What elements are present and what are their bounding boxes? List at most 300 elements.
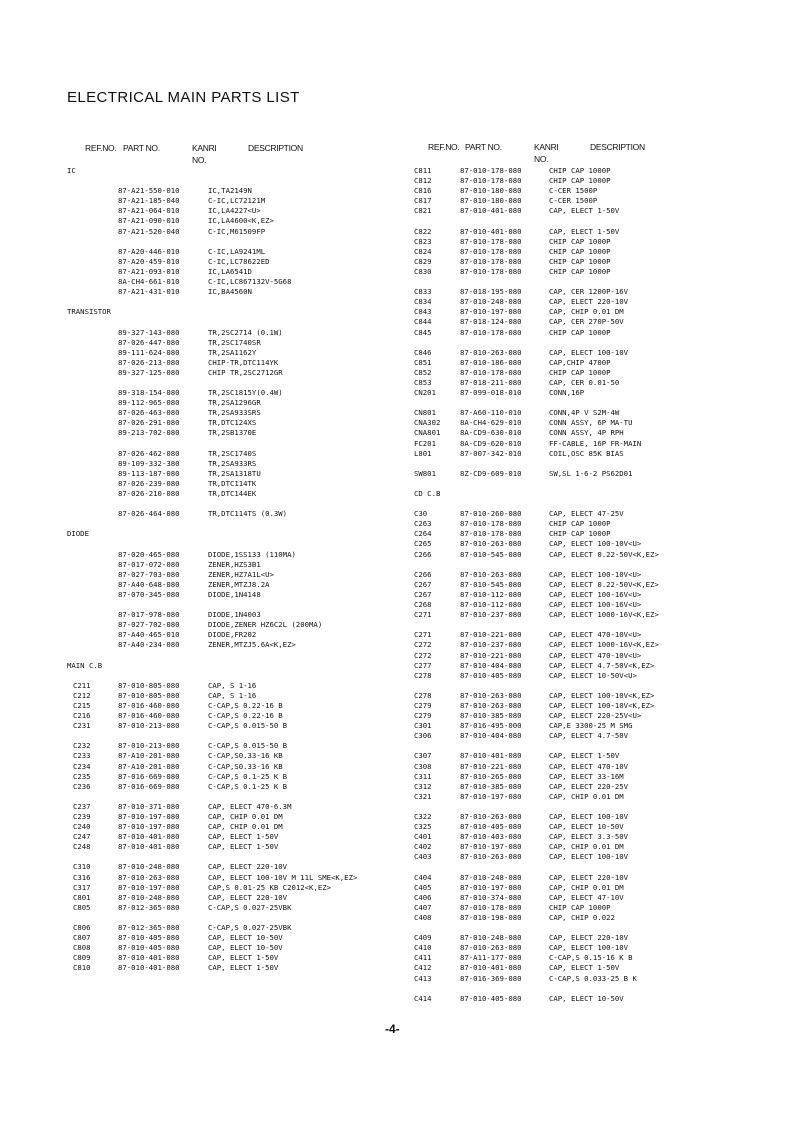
part-row bbox=[67, 550, 447, 560]
description: CAP, ELECT 220-25V bbox=[549, 781, 629, 791]
part-no: 87-010-178-080 bbox=[460, 266, 522, 276]
section-heading: TRANSISTOR bbox=[67, 307, 111, 317]
description: C-CAP,S0.33-16 KB bbox=[208, 751, 283, 761]
part-no: 87-A40-648-080 bbox=[118, 579, 180, 589]
description: CAP, ELECT 100-10V bbox=[549, 943, 629, 953]
part-no: 87-010-263-080 bbox=[460, 943, 522, 953]
part-no: 87-A21-185-040 bbox=[118, 196, 180, 206]
header-ref: REF.NO. bbox=[85, 143, 117, 153]
spacer bbox=[414, 560, 793, 570]
description: IC,LA4600<K,EZ> bbox=[208, 216, 274, 226]
ref-no: C413 bbox=[414, 973, 432, 983]
part-row bbox=[414, 328, 793, 338]
header-desc-right: DESCRIPTION bbox=[590, 142, 645, 152]
ref-no: C311 bbox=[414, 771, 432, 781]
description: IC,LA6541D bbox=[208, 266, 252, 276]
part-no: 87-010-405-080 bbox=[118, 943, 180, 953]
part-row bbox=[414, 358, 793, 368]
part-no: 87-A40-465-010 bbox=[118, 630, 180, 640]
part-no: 87-010-180-080 bbox=[460, 196, 522, 206]
part-no: 87-010-401-080 bbox=[118, 963, 180, 973]
part-row bbox=[67, 428, 447, 438]
ref-no: C271 bbox=[414, 630, 432, 640]
part-no: 87-010-401-080 bbox=[460, 751, 522, 761]
ref-no: C821 bbox=[414, 206, 432, 216]
part-no: 87-010-213-080 bbox=[118, 741, 180, 751]
part-no: 87-010-178-080 bbox=[460, 902, 522, 912]
ref-no: C805 bbox=[73, 902, 91, 912]
part-row bbox=[67, 610, 447, 620]
section-heading: DIODE bbox=[67, 529, 89, 539]
part-no: 87-010-404-080 bbox=[460, 660, 522, 670]
spacer bbox=[414, 459, 793, 469]
spacer bbox=[67, 176, 447, 186]
part-no: 87-010-197-080 bbox=[460, 307, 522, 317]
ref-no: C845 bbox=[414, 327, 432, 337]
part-row bbox=[67, 570, 447, 580]
description: CAP,E 3300-25 M SMG bbox=[549, 721, 633, 731]
description: CHIP CAP 1000P bbox=[549, 166, 611, 175]
part-no: 8A-CD9-620-010 bbox=[460, 438, 522, 448]
part-row bbox=[414, 721, 793, 731]
description: CAP, ELECT 100-16V<U> bbox=[549, 600, 642, 610]
description: CAP, ELECT 100-10V M 11L SME<K,EZ> bbox=[208, 872, 358, 882]
description: CAP, ELECT 220-10V bbox=[549, 297, 629, 307]
part-row bbox=[414, 307, 793, 317]
part-no: 87-010-263-080 bbox=[460, 812, 522, 821]
part-no: 87-010-263-080 bbox=[118, 872, 180, 882]
part-row bbox=[67, 640, 447, 650]
description: CAP, CER 1200P-16V bbox=[549, 287, 629, 297]
spacer bbox=[414, 802, 793, 812]
description: C-IC,LC72121M bbox=[208, 196, 266, 206]
ref-no: C308 bbox=[414, 761, 432, 771]
description: CAP, ELECT 1-50V bbox=[549, 751, 620, 761]
section-heading: IC bbox=[67, 166, 76, 175]
part-row bbox=[414, 701, 793, 711]
part-row bbox=[67, 923, 447, 933]
description: CHIP CAP 1000P bbox=[549, 176, 611, 186]
part-row bbox=[67, 701, 447, 711]
part-row bbox=[67, 459, 447, 469]
ref-no: C824 bbox=[414, 246, 432, 256]
description: CAP, ELECT 4.7-50V bbox=[549, 731, 629, 741]
ref-no: C402 bbox=[414, 842, 432, 852]
description: CAP, ELECT 470-10V bbox=[549, 761, 629, 771]
part-no: 87-010-197-080 bbox=[118, 822, 180, 832]
ref-no: C810 bbox=[73, 963, 91, 973]
part-no: 87-016-495-000 bbox=[460, 721, 522, 731]
part-no: 87-A21-064-010 bbox=[118, 206, 180, 216]
part-row bbox=[414, 651, 793, 661]
ref-no: C405 bbox=[414, 882, 432, 892]
part-no: 87-010-248-080 bbox=[118, 862, 180, 872]
description: C-CAP,S 0.15-16 K B bbox=[549, 953, 633, 963]
header-ref-right: REF.NO. bbox=[428, 142, 460, 152]
part-no: 87-A21-090-010 bbox=[118, 216, 180, 226]
ref-no: C846 bbox=[414, 347, 432, 357]
part-row bbox=[67, 590, 447, 600]
ref-no: C312 bbox=[414, 781, 432, 791]
description: IC,BA4560N bbox=[208, 287, 252, 297]
part-no: 87-018-124-080 bbox=[460, 317, 522, 327]
description: CAP, ELECT 1-50V bbox=[208, 953, 279, 963]
part-no: 87-010-178-080 bbox=[460, 176, 522, 186]
description: CAP, ELECT 100-10V<U> bbox=[549, 539, 642, 549]
part-row bbox=[67, 560, 447, 570]
part-no: 87-026-463-080 bbox=[118, 408, 180, 418]
part-no: 89-113-187-080 bbox=[118, 468, 180, 478]
part-row bbox=[67, 509, 447, 519]
ref-no: C409 bbox=[414, 933, 432, 943]
spacer bbox=[414, 398, 793, 408]
part-row bbox=[67, 398, 447, 408]
description: CAP, ELECT 0.22-50V<K,EZ> bbox=[549, 579, 659, 589]
part-no: 87-010-197-080 bbox=[118, 812, 180, 821]
part-row bbox=[414, 428, 793, 438]
part-row bbox=[414, 751, 793, 761]
part-no: 87-A11-177-080 bbox=[460, 953, 522, 963]
ref-no: C306 bbox=[414, 731, 432, 741]
part-no: 87-A21-431-010 bbox=[118, 287, 180, 297]
spacer bbox=[414, 681, 793, 691]
ref-no: CNA801 bbox=[414, 428, 441, 438]
part-no: 87-A40-234-080 bbox=[118, 640, 180, 650]
part-no: 87-026-239-080 bbox=[118, 478, 180, 488]
spacer bbox=[67, 519, 447, 529]
part-no: 87-010-545-080 bbox=[460, 579, 522, 589]
part-no: 87-010-198-080 bbox=[460, 912, 522, 922]
part-no: 87-010-805-080 bbox=[118, 680, 180, 690]
header-kanri-no: NO. bbox=[192, 155, 207, 165]
description: C-CAP,S0.33-16 KB bbox=[208, 761, 283, 771]
part-row bbox=[414, 731, 793, 741]
part-row bbox=[414, 348, 793, 358]
part-row bbox=[67, 812, 447, 822]
ref-no: C316 bbox=[73, 872, 91, 882]
ref-no: C322 bbox=[414, 812, 432, 821]
part-row bbox=[67, 772, 447, 782]
spacer bbox=[67, 539, 447, 549]
part-row bbox=[67, 348, 447, 358]
description: CAP, S 1-16 bbox=[208, 680, 257, 690]
part-no: 87-007-342-010 bbox=[460, 448, 522, 458]
part-no: 8A-CD9-630-010 bbox=[460, 428, 522, 438]
ref-no: C404 bbox=[414, 872, 432, 882]
part-row bbox=[414, 974, 793, 984]
part-no: 87-010-404-080 bbox=[460, 731, 522, 741]
description: FF-CABLE, 16P FR-MAIN bbox=[549, 438, 642, 448]
description: CAP, CER 0.01-50 bbox=[549, 377, 620, 387]
description: CAP, ELECT 100-10V bbox=[549, 852, 629, 862]
ref-no: C806 bbox=[73, 923, 91, 933]
description: CAP, ELECT 470-10V<U> bbox=[549, 630, 642, 640]
part-no: 87-026-462-080 bbox=[118, 448, 180, 458]
description: CAP, ELECT 100-10V bbox=[549, 812, 629, 821]
spacer bbox=[67, 671, 447, 681]
description: CHIP TR,2SC2712GR bbox=[208, 367, 283, 377]
description: CAP, ELECT 1000-16V<K,EZ> bbox=[549, 610, 659, 620]
description: CAP, ELECT 10-50V<U> bbox=[549, 670, 637, 680]
part-row bbox=[414, 762, 793, 772]
ref-no: C211 bbox=[73, 680, 91, 690]
ref-no: C216 bbox=[73, 711, 91, 721]
part-no: 87-010-405-080 bbox=[460, 822, 522, 832]
part-no: 87-010-263-080 bbox=[460, 539, 522, 549]
description: ZENER,HZS3B1 bbox=[208, 559, 261, 569]
description: CAP, ELECT 3.3-50V bbox=[549, 832, 629, 842]
part-no: 87-017-072-080 bbox=[118, 559, 180, 569]
parts-column-left bbox=[67, 166, 447, 974]
ref-no: C267 bbox=[414, 589, 432, 599]
part-no: 87-010-403-080 bbox=[460, 832, 522, 842]
part-no: 87-010-221-080 bbox=[460, 630, 522, 640]
ref-no: C268 bbox=[414, 600, 432, 610]
part-row bbox=[414, 247, 793, 257]
part-no: 87-026-464-080 bbox=[118, 509, 180, 519]
part-row bbox=[67, 893, 447, 903]
description: CAP, ELECT 470-6.3M bbox=[208, 801, 292, 811]
ref-no: C801 bbox=[73, 892, 91, 902]
part-no: 89-112-965-080 bbox=[118, 398, 180, 408]
description: ZENER,HZ7A1L<U> bbox=[208, 569, 274, 579]
description: CAP, ELECT 220-10V bbox=[549, 933, 629, 943]
part-row bbox=[67, 721, 447, 731]
part-no: 87-010-405-080 bbox=[460, 993, 522, 1003]
part-row bbox=[414, 570, 793, 580]
part-row bbox=[414, 832, 793, 842]
part-row bbox=[67, 368, 447, 378]
part-row bbox=[67, 479, 447, 489]
part-no: 87-010-374-080 bbox=[460, 892, 522, 902]
part-no: 87-010-178-080 bbox=[460, 256, 522, 266]
ref-no: C414 bbox=[414, 993, 432, 1003]
part-no: 87-010-248-080 bbox=[460, 872, 522, 882]
part-no: 87-010-405-080 bbox=[118, 933, 180, 943]
ref-no: C267 bbox=[414, 579, 432, 589]
part-no: 87-012-365-080 bbox=[118, 902, 180, 912]
part-no: 87-070-345-080 bbox=[118, 589, 180, 599]
ref-no: SW801 bbox=[414, 468, 436, 478]
ref-no: C812 bbox=[414, 176, 432, 186]
part-row bbox=[67, 903, 447, 913]
ref-no: C408 bbox=[414, 912, 432, 922]
part-row bbox=[414, 388, 793, 398]
part-row bbox=[414, 580, 793, 590]
part-no: 89-327-143-080 bbox=[118, 327, 180, 337]
part-no: 87-010-545-080 bbox=[460, 549, 522, 559]
part-row bbox=[414, 227, 793, 237]
description: CAP,S 0.01-25 KB C2012<K,EZ> bbox=[208, 882, 332, 892]
description: SW,SL 1-6-2 PS62D01 bbox=[549, 468, 633, 478]
description: CAP, CHIP 0.01 DM bbox=[549, 791, 624, 801]
ref-no: C843 bbox=[414, 307, 432, 317]
ref-no: C272 bbox=[414, 650, 432, 660]
part-row bbox=[67, 206, 447, 216]
description: CHIP CAP 1000P bbox=[549, 519, 611, 529]
ref-no: C807 bbox=[73, 933, 91, 943]
part-row bbox=[67, 822, 447, 832]
part-no: 87-010-805-080 bbox=[118, 690, 180, 700]
part-no: 87-A21-093-010 bbox=[118, 266, 180, 276]
ref-no: C823 bbox=[414, 236, 432, 246]
part-row bbox=[414, 822, 793, 832]
part-no: 87-010-213-080 bbox=[118, 721, 180, 731]
part-row bbox=[67, 782, 447, 792]
header-kanri: KANRI bbox=[192, 143, 217, 153]
part-no: 87-010-401-080 bbox=[460, 963, 522, 973]
spacer bbox=[67, 297, 447, 307]
ref-no: C307 bbox=[414, 751, 432, 761]
ref-no: C851 bbox=[414, 357, 432, 367]
part-no: 89-327-125-080 bbox=[118, 367, 180, 377]
section-heading: CD C.B bbox=[414, 489, 441, 498]
part-no: 87-010-263-080 bbox=[460, 347, 522, 357]
part-no: 87-027-702-080 bbox=[118, 620, 180, 630]
description: CAP, CHIP 0.01 DM bbox=[549, 842, 624, 852]
part-row bbox=[414, 661, 793, 671]
ref-no: C266 bbox=[414, 549, 432, 559]
description: CHIP CAP 1000P bbox=[549, 327, 611, 337]
part-row bbox=[414, 852, 793, 862]
part-row bbox=[67, 802, 447, 812]
description: DIODE,1N4003 bbox=[208, 610, 261, 620]
description: C-CAP,S 0.033-25 B K bbox=[549, 973, 637, 983]
part-row bbox=[67, 580, 447, 590]
part-no: 8A-CH4-661-010 bbox=[118, 277, 180, 287]
description: CHIP CAP 1000P bbox=[549, 266, 611, 276]
description: TR,DTC144EK bbox=[208, 489, 257, 498]
ref-no: C310 bbox=[73, 862, 91, 872]
part-no: 87-010-263-080 bbox=[460, 700, 522, 710]
part-no: 87-016-460-080 bbox=[118, 700, 180, 710]
part-no: 87-018-195-080 bbox=[460, 287, 522, 297]
ref-no: C822 bbox=[414, 226, 432, 236]
part-row bbox=[414, 782, 793, 792]
part-row bbox=[67, 338, 447, 348]
description: CAP, S 1-16 bbox=[208, 690, 257, 700]
description: CAP, ELECT 10-50V bbox=[549, 822, 624, 832]
description: C-CAP,S 0.027-25VBK bbox=[208, 923, 292, 933]
ref-no: C809 bbox=[73, 953, 91, 963]
description: CONN ASSY, 4P RPH bbox=[549, 428, 624, 438]
spacer bbox=[414, 741, 793, 751]
description: CAP, ELECT 100-10V<K,EZ> bbox=[549, 700, 655, 710]
part-row bbox=[67, 741, 447, 751]
part-row bbox=[414, 206, 793, 216]
part-row bbox=[414, 963, 793, 973]
spacer bbox=[67, 378, 447, 388]
part-row bbox=[67, 963, 447, 973]
part-no: 87-016-669-080 bbox=[118, 781, 180, 791]
description: CHIP CAP 1000P bbox=[549, 256, 611, 266]
ref-no: C834 bbox=[414, 297, 432, 307]
part-row bbox=[414, 691, 793, 701]
ref-no: C247 bbox=[73, 832, 91, 842]
part-row bbox=[67, 328, 447, 338]
part-row bbox=[67, 257, 447, 267]
ref-no: C231 bbox=[73, 721, 91, 731]
spacer bbox=[414, 620, 793, 630]
part-no: 87-018-211-080 bbox=[460, 377, 522, 387]
part-no: 89-318-154-080 bbox=[118, 388, 180, 398]
part-row bbox=[67, 358, 447, 368]
description: TR,2SC1815Y(0.4W) bbox=[208, 388, 283, 398]
description: C-CER 1500P bbox=[549, 186, 598, 196]
description: TR,2SB1370E bbox=[208, 428, 257, 438]
ref-no: C233 bbox=[73, 751, 91, 761]
description: TR,2SA933SRS bbox=[208, 408, 261, 418]
description: CAP, ELECT 1-50V bbox=[208, 963, 279, 973]
description: TR,2SA1318TU bbox=[208, 468, 261, 478]
part-row bbox=[414, 953, 793, 963]
ref-no: C232 bbox=[73, 741, 91, 751]
spacer bbox=[414, 862, 793, 872]
description: CAP, ELECT 1000-16V<K,EZ> bbox=[549, 640, 659, 650]
description: CAP, CHIP 0.022 bbox=[549, 912, 615, 922]
description: CAP, ELECT 10-50V bbox=[549, 993, 624, 1003]
description: TR,2SA1296GR bbox=[208, 398, 261, 408]
ref-no: C215 bbox=[73, 700, 91, 710]
part-no: 89-111-624-080 bbox=[118, 347, 180, 357]
description: CAP, ELECT 0.22-50V<K,EZ> bbox=[549, 549, 659, 559]
part-no: 87-010-263-080 bbox=[460, 852, 522, 862]
ref-no: FC201 bbox=[414, 438, 436, 448]
part-row bbox=[67, 287, 447, 297]
description: TR,2SC1740SR bbox=[208, 337, 261, 347]
part-row bbox=[414, 237, 793, 247]
description: CAP, CHIP 0.01 DM bbox=[208, 822, 283, 832]
ref-no: C403 bbox=[414, 852, 432, 862]
description: C-CAP,S 0.015-50 B bbox=[208, 741, 288, 751]
part-no: 87-010-237-080 bbox=[460, 610, 522, 620]
part-row bbox=[414, 166, 793, 176]
description: DIODE,1N4148 bbox=[208, 589, 261, 599]
part-no: 87-010-401-080 bbox=[460, 206, 522, 216]
part-row bbox=[414, 671, 793, 681]
description: CAP, ELECT 1-50V bbox=[549, 963, 620, 973]
description: CAP, CHIP 0.01 DM bbox=[549, 307, 624, 317]
part-row bbox=[414, 449, 793, 459]
part-row bbox=[67, 227, 447, 237]
ref-no: C264 bbox=[414, 529, 432, 539]
ref-no: C808 bbox=[73, 943, 91, 953]
description: CAP, ELECT 100-10V<U> bbox=[549, 569, 642, 579]
part-row bbox=[67, 630, 447, 640]
part-row bbox=[414, 711, 793, 721]
part-row bbox=[67, 832, 447, 842]
part-no: 87-010-178-080 bbox=[460, 367, 522, 377]
description: CHIP CAP 1000P bbox=[549, 902, 611, 912]
part-row bbox=[414, 873, 793, 883]
part-no: 89-213-702-080 bbox=[118, 428, 180, 438]
description: C-CAP,S 0.22-16 B bbox=[208, 700, 283, 710]
part-row bbox=[414, 418, 793, 428]
part-row bbox=[414, 176, 793, 186]
description: CAP, ELECT 1-50V bbox=[549, 226, 620, 236]
description: CAP, ELECT 47-25V bbox=[549, 509, 624, 519]
part-row bbox=[67, 388, 447, 398]
part-no: 87-010-197-080 bbox=[460, 842, 522, 852]
part-row bbox=[414, 297, 793, 307]
part-no: 87-010-178-080 bbox=[460, 529, 522, 539]
part-row bbox=[67, 620, 447, 630]
header-kanri-no-right: NO. bbox=[534, 154, 549, 164]
description: CAP, ELECT 47-10V bbox=[549, 892, 624, 902]
part-no: 87-010-197-080 bbox=[460, 882, 522, 892]
description: DIODE,FR202 bbox=[208, 630, 257, 640]
spacer bbox=[67, 731, 447, 741]
